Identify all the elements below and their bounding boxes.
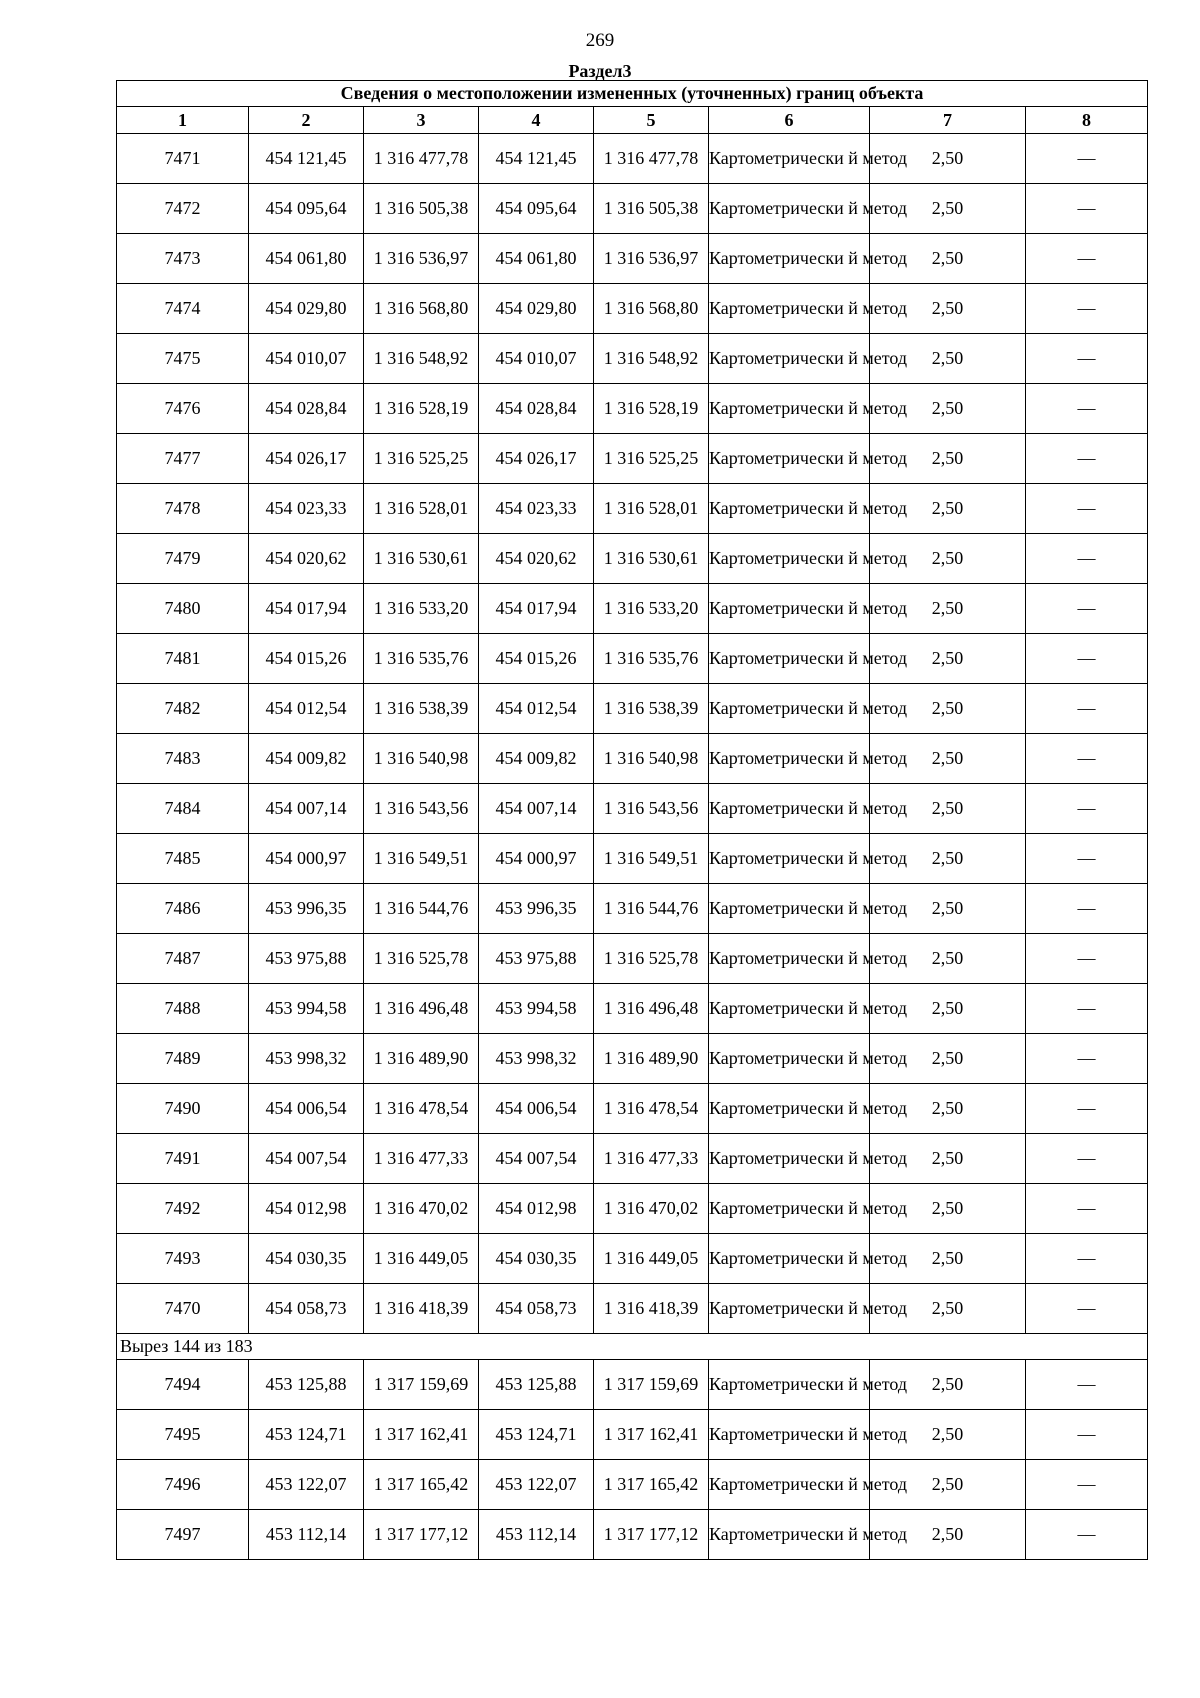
- table-row: [117, 434, 1148, 484]
- y-new-cell: 1 316 540,98: [594, 734, 709, 784]
- table-caption: Сведения о местоположении измененных (уточненных) границ объекта: [117, 81, 1148, 107]
- x-old-cell: 453 994,58: [249, 984, 364, 1034]
- page-number: 269: [585, 30, 615, 51]
- y-old-cell: 1 316 418,39: [364, 1284, 479, 1334]
- x-new-cell: 454 017,94: [479, 584, 594, 634]
- accuracy-cell: 2,50: [870, 934, 1026, 984]
- table-row: [117, 234, 1148, 284]
- description-cell: —: [1026, 1184, 1148, 1234]
- x-old-cell: 454 006,54: [249, 1084, 364, 1134]
- table-row: [117, 134, 1148, 184]
- y-new-cell: 1 316 530,61: [594, 534, 709, 584]
- y-old-cell: 1 316 543,56: [364, 784, 479, 834]
- description-cell: —: [1026, 1460, 1148, 1510]
- x-new-cell: 454 030,35: [479, 1234, 594, 1284]
- column-number: 1: [117, 107, 249, 134]
- y-new-cell: 1 316 418,39: [594, 1284, 709, 1334]
- table-row: [117, 534, 1148, 584]
- y-new-cell: 1 316 544,76: [594, 884, 709, 934]
- y-old-cell: 1 316 533,20: [364, 584, 479, 634]
- y-old-cell: 1 317 159,69: [364, 1360, 479, 1410]
- y-new-cell: 1 316 538,39: [594, 684, 709, 734]
- method-cell: Картометрически й метод: [709, 1084, 870, 1134]
- x-new-cell: 454 007,14: [479, 784, 594, 834]
- method-cell: Картометрически й метод: [709, 1510, 870, 1560]
- description-cell: —: [1026, 484, 1148, 534]
- x-old-cell: 454 009,82: [249, 734, 364, 784]
- x-old-cell: 454 012,98: [249, 1184, 364, 1234]
- accuracy-cell: 2,50: [870, 1184, 1026, 1234]
- method-cell: Картометрически й метод: [709, 484, 870, 534]
- description-cell: —: [1026, 934, 1148, 984]
- x-old-cell: 453 124,71: [249, 1410, 364, 1460]
- y-old-cell: 1 316 548,92: [364, 334, 479, 384]
- x-new-cell: 453 112,14: [479, 1510, 594, 1560]
- accuracy-cell: 2,50: [870, 534, 1026, 584]
- y-old-cell: 1 316 478,54: [364, 1084, 479, 1134]
- x-old-cell: 454 000,97: [249, 834, 364, 884]
- x-old-cell: 454 121,45: [249, 134, 364, 184]
- x-old-cell: 454 095,64: [249, 184, 364, 234]
- table-body-part1: [117, 134, 1148, 1334]
- description-cell: —: [1026, 584, 1148, 634]
- description-cell: —: [1026, 134, 1148, 184]
- column-number: 2: [249, 107, 364, 134]
- table-row: [117, 984, 1148, 1034]
- description-cell: —: [1026, 784, 1148, 834]
- column-number: 8: [1026, 107, 1148, 134]
- table-row: [117, 284, 1148, 334]
- point-number-cell: 7482: [117, 684, 249, 734]
- point-number-cell: 7472: [117, 184, 249, 234]
- section-title: Раздел3: [568, 61, 632, 81]
- x-old-cell: 454 029,80: [249, 284, 364, 334]
- method-cell: Картометрически й метод: [709, 234, 870, 284]
- y-new-cell: 1 316 449,05: [594, 1234, 709, 1284]
- method-cell: Картометрически й метод: [709, 934, 870, 984]
- method-cell: Картометрически й метод: [709, 384, 870, 434]
- x-new-cell: 453 125,88: [479, 1360, 594, 1410]
- x-new-cell: 454 058,73: [479, 1284, 594, 1334]
- method-cell: Картометрически й метод: [709, 884, 870, 934]
- y-new-cell: 1 316 478,54: [594, 1084, 709, 1134]
- method-cell: Картометрически й метод: [709, 1034, 870, 1084]
- accuracy-cell: 2,50: [870, 1134, 1026, 1184]
- accuracy-cell: 2,50: [870, 334, 1026, 384]
- column-number: 5: [594, 107, 709, 134]
- section-label: Вырез 144 из 183: [117, 1334, 1148, 1360]
- description-cell: —: [1026, 684, 1148, 734]
- x-new-cell: 454 012,98: [479, 1184, 594, 1234]
- point-number-cell: 7481: [117, 634, 249, 684]
- accuracy-cell: 2,50: [870, 1510, 1026, 1560]
- column-number: 3: [364, 107, 479, 134]
- accuracy-cell: 2,50: [870, 984, 1026, 1034]
- y-new-cell: 1 316 477,78: [594, 134, 709, 184]
- x-new-cell: 454 061,80: [479, 234, 594, 284]
- x-old-cell: 454 012,54: [249, 684, 364, 734]
- point-number-cell: 7494: [117, 1360, 249, 1410]
- description-cell: —: [1026, 734, 1148, 784]
- method-cell: Картометрически й метод: [709, 284, 870, 334]
- x-new-cell: 454 026,17: [479, 434, 594, 484]
- point-number-cell: 7483: [117, 734, 249, 784]
- x-new-cell: 454 095,64: [479, 184, 594, 234]
- x-old-cell: 454 058,73: [249, 1284, 364, 1334]
- y-old-cell: 1 316 535,76: [364, 634, 479, 684]
- y-old-cell: 1 316 477,78: [364, 134, 479, 184]
- y-new-cell: 1 316 543,56: [594, 784, 709, 834]
- table-row: [117, 784, 1148, 834]
- table-row: [117, 1234, 1148, 1284]
- y-new-cell: 1 316 536,97: [594, 234, 709, 284]
- x-old-cell: 454 028,84: [249, 384, 364, 434]
- y-old-cell: 1 316 549,51: [364, 834, 479, 884]
- accuracy-cell: 2,50: [870, 1284, 1026, 1334]
- x-new-cell: 454 121,45: [479, 134, 594, 184]
- point-number-cell: 7474: [117, 284, 249, 334]
- x-new-cell: 454 028,84: [479, 384, 594, 434]
- y-old-cell: 1 316 525,25: [364, 434, 479, 484]
- y-old-cell: 1 316 489,90: [364, 1034, 479, 1084]
- y-new-cell: 1 316 548,92: [594, 334, 709, 384]
- accuracy-cell: 2,50: [870, 1034, 1026, 1084]
- y-new-cell: 1 316 470,02: [594, 1184, 709, 1234]
- x-new-cell: 454 006,54: [479, 1084, 594, 1134]
- x-old-cell: 453 125,88: [249, 1360, 364, 1410]
- y-old-cell: 1 316 477,33: [364, 1134, 479, 1184]
- x-old-cell: 453 975,88: [249, 934, 364, 984]
- x-new-cell: 454 012,54: [479, 684, 594, 734]
- x-new-cell: 453 122,07: [479, 1460, 594, 1510]
- description-cell: —: [1026, 384, 1148, 434]
- description-cell: —: [1026, 634, 1148, 684]
- method-cell: Картометрически й метод: [709, 784, 870, 834]
- x-new-cell: 454 015,26: [479, 634, 594, 684]
- y-old-cell: 1 316 538,39: [364, 684, 479, 734]
- method-cell: Картометрически й метод: [709, 1284, 870, 1334]
- method-cell: Картометрически й метод: [709, 1184, 870, 1234]
- description-cell: —: [1026, 1410, 1148, 1460]
- y-old-cell: 1 316 528,01: [364, 484, 479, 534]
- y-old-cell: 1 316 470,02: [364, 1184, 479, 1234]
- x-old-cell: 454 007,54: [249, 1134, 364, 1184]
- method-cell: Картометрически й метод: [709, 334, 870, 384]
- table-row: [117, 1510, 1148, 1560]
- column-number: 4: [479, 107, 594, 134]
- accuracy-cell: 2,50: [870, 684, 1026, 734]
- description-cell: —: [1026, 1034, 1148, 1084]
- description-cell: —: [1026, 334, 1148, 384]
- y-new-cell: 1 317 177,12: [594, 1510, 709, 1560]
- y-new-cell: 1 316 549,51: [594, 834, 709, 884]
- x-old-cell: 454 010,07: [249, 334, 364, 384]
- point-number-cell: 7496: [117, 1460, 249, 1510]
- y-new-cell: 1 316 525,78: [594, 934, 709, 984]
- table-row: [117, 484, 1148, 534]
- method-cell: Картометрически й метод: [709, 834, 870, 884]
- y-old-cell: 1 316 544,76: [364, 884, 479, 934]
- column-number: 7: [870, 107, 1026, 134]
- y-new-cell: 1 316 568,80: [594, 284, 709, 334]
- y-new-cell: 1 316 528,19: [594, 384, 709, 434]
- point-number-cell: 7476: [117, 384, 249, 434]
- description-cell: —: [1026, 1134, 1148, 1184]
- accuracy-cell: 2,50: [870, 484, 1026, 534]
- table-row: [117, 884, 1148, 934]
- y-new-cell: 1 316 533,20: [594, 584, 709, 634]
- x-old-cell: 454 007,14: [249, 784, 364, 834]
- accuracy-cell: 2,50: [870, 884, 1026, 934]
- table-row: [117, 1410, 1148, 1460]
- description-cell: —: [1026, 1234, 1148, 1284]
- table-row: [117, 684, 1148, 734]
- method-cell: Картометрически й метод: [709, 684, 870, 734]
- point-number-cell: 7495: [117, 1410, 249, 1460]
- method-cell: Картометрически й метод: [709, 1460, 870, 1510]
- x-new-cell: 453 998,32: [479, 1034, 594, 1084]
- accuracy-cell: 2,50: [870, 384, 1026, 434]
- coordinates-table: [116, 80, 1148, 1560]
- point-number-cell: 7470: [117, 1284, 249, 1334]
- x-new-cell: 453 975,88: [479, 934, 594, 984]
- description-cell: —: [1026, 234, 1148, 284]
- x-old-cell: 454 015,26: [249, 634, 364, 684]
- method-cell: Картометрически й метод: [709, 534, 870, 584]
- y-old-cell: 1 316 528,19: [364, 384, 479, 434]
- y-new-cell: 1 317 165,42: [594, 1460, 709, 1510]
- point-number-cell: 7490: [117, 1084, 249, 1134]
- point-number-cell: 7487: [117, 934, 249, 984]
- x-old-cell: 453 112,14: [249, 1510, 364, 1560]
- y-new-cell: 1 316 496,48: [594, 984, 709, 1034]
- y-new-cell: 1 317 162,41: [594, 1410, 709, 1460]
- y-old-cell: 1 317 162,41: [364, 1410, 479, 1460]
- y-old-cell: 1 316 505,38: [364, 184, 479, 234]
- accuracy-cell: 2,50: [870, 234, 1026, 284]
- point-number-cell: 7477: [117, 434, 249, 484]
- point-number-cell: 7475: [117, 334, 249, 384]
- table-row: [117, 334, 1148, 384]
- description-cell: —: [1026, 984, 1148, 1034]
- column-number: 6: [709, 107, 870, 134]
- point-number-cell: 7489: [117, 1034, 249, 1084]
- x-new-cell: 454 000,97: [479, 834, 594, 884]
- point-number-cell: 7471: [117, 134, 249, 184]
- x-old-cell: 454 061,80: [249, 234, 364, 284]
- table-row: [117, 934, 1148, 984]
- y-old-cell: 1 316 540,98: [364, 734, 479, 784]
- x-new-cell: 453 994,58: [479, 984, 594, 1034]
- accuracy-cell: 2,50: [870, 184, 1026, 234]
- y-old-cell: 1 316 536,97: [364, 234, 479, 284]
- point-number-cell: 7492: [117, 1184, 249, 1234]
- y-old-cell: 1 316 568,80: [364, 284, 479, 334]
- point-number-cell: 7497: [117, 1510, 249, 1560]
- y-old-cell: 1 316 496,48: [364, 984, 479, 1034]
- table-row: [117, 1360, 1148, 1410]
- y-new-cell: 1 316 528,01: [594, 484, 709, 534]
- y-new-cell: 1 316 535,76: [594, 634, 709, 684]
- description-cell: —: [1026, 834, 1148, 884]
- table-row: [117, 1460, 1148, 1510]
- y-new-cell: 1 316 489,90: [594, 1034, 709, 1084]
- table-row: [117, 1084, 1148, 1134]
- x-old-cell: 454 017,94: [249, 584, 364, 634]
- x-old-cell: 453 998,32: [249, 1034, 364, 1084]
- table-row: [117, 1034, 1148, 1084]
- accuracy-cell: 2,50: [870, 134, 1026, 184]
- x-old-cell: 453 122,07: [249, 1460, 364, 1510]
- x-new-cell: 454 007,54: [479, 1134, 594, 1184]
- description-cell: —: [1026, 1084, 1148, 1134]
- method-cell: Картометрически й метод: [709, 1134, 870, 1184]
- table-row: [117, 1134, 1148, 1184]
- point-number-cell: 7473: [117, 234, 249, 284]
- y-new-cell: 1 316 505,38: [594, 184, 709, 234]
- table-row: [117, 1284, 1148, 1334]
- description-cell: —: [1026, 1284, 1148, 1334]
- x-new-cell: 453 996,35: [479, 884, 594, 934]
- point-number-cell: 7478: [117, 484, 249, 534]
- method-cell: Картометрически й метод: [709, 584, 870, 634]
- x-old-cell: 454 030,35: [249, 1234, 364, 1284]
- accuracy-cell: 2,50: [870, 834, 1026, 884]
- description-cell: —: [1026, 534, 1148, 584]
- accuracy-cell: 2,50: [870, 284, 1026, 334]
- accuracy-cell: 2,50: [870, 1234, 1026, 1284]
- y-old-cell: 1 316 525,78: [364, 934, 479, 984]
- method-cell: Картометрически й метод: [709, 134, 870, 184]
- column-number-row: [117, 107, 1148, 134]
- method-cell: Картометрически й метод: [709, 1234, 870, 1284]
- y-old-cell: 1 316 449,05: [364, 1234, 479, 1284]
- x-old-cell: 454 023,33: [249, 484, 364, 534]
- method-cell: Картометрически й метод: [709, 634, 870, 684]
- table-row: [117, 734, 1148, 784]
- description-cell: —: [1026, 434, 1148, 484]
- accuracy-cell: 2,50: [870, 584, 1026, 634]
- table-row: [117, 834, 1148, 884]
- description-cell: —: [1026, 1360, 1148, 1410]
- method-cell: Картометрически й метод: [709, 1410, 870, 1460]
- x-old-cell: 453 996,35: [249, 884, 364, 934]
- x-new-cell: 454 029,80: [479, 284, 594, 334]
- point-number-cell: 7480: [117, 584, 249, 634]
- accuracy-cell: 2,50: [870, 434, 1026, 484]
- description-cell: —: [1026, 284, 1148, 334]
- y-new-cell: 1 316 525,25: [594, 434, 709, 484]
- point-number-cell: 7484: [117, 784, 249, 834]
- point-number-cell: 7491: [117, 1134, 249, 1184]
- x-new-cell: 454 009,82: [479, 734, 594, 784]
- method-cell: Картометрически й метод: [709, 184, 870, 234]
- x-new-cell: 454 023,33: [479, 484, 594, 534]
- x-new-cell: 454 010,07: [479, 334, 594, 384]
- y-new-cell: 1 317 159,69: [594, 1360, 709, 1410]
- method-cell: Картометрически й метод: [709, 434, 870, 484]
- accuracy-cell: 2,50: [870, 1460, 1026, 1510]
- y-new-cell: 1 316 477,33: [594, 1134, 709, 1184]
- point-number-cell: 7493: [117, 1234, 249, 1284]
- x-new-cell: 453 124,71: [479, 1410, 594, 1460]
- description-cell: —: [1026, 184, 1148, 234]
- accuracy-cell: 2,50: [870, 1410, 1026, 1460]
- point-number-cell: 7486: [117, 884, 249, 934]
- method-cell: Картометрически й метод: [709, 734, 870, 784]
- accuracy-cell: 2,50: [870, 784, 1026, 834]
- method-cell: Картометрически й метод: [709, 984, 870, 1034]
- point-number-cell: 7479: [117, 534, 249, 584]
- x-old-cell: 454 026,17: [249, 434, 364, 484]
- point-number-cell: 7485: [117, 834, 249, 884]
- accuracy-cell: 2,50: [870, 634, 1026, 684]
- accuracy-cell: 2,50: [870, 1084, 1026, 1134]
- description-cell: —: [1026, 884, 1148, 934]
- table-row: [117, 634, 1148, 684]
- table-row: [117, 1184, 1148, 1234]
- point-number-cell: 7488: [117, 984, 249, 1034]
- x-old-cell: 454 020,62: [249, 534, 364, 584]
- table-row: [117, 584, 1148, 634]
- description-cell: —: [1026, 1510, 1148, 1560]
- accuracy-cell: 2,50: [870, 1360, 1026, 1410]
- y-old-cell: 1 317 165,42: [364, 1460, 479, 1510]
- method-cell: Картометрически й метод: [709, 1360, 870, 1410]
- y-old-cell: 1 317 177,12: [364, 1510, 479, 1560]
- table-row: [117, 384, 1148, 434]
- table-body-part2: [117, 1360, 1148, 1560]
- table-row: [117, 184, 1148, 234]
- y-old-cell: 1 316 530,61: [364, 534, 479, 584]
- x-new-cell: 454 020,62: [479, 534, 594, 584]
- accuracy-cell: 2,50: [870, 734, 1026, 784]
